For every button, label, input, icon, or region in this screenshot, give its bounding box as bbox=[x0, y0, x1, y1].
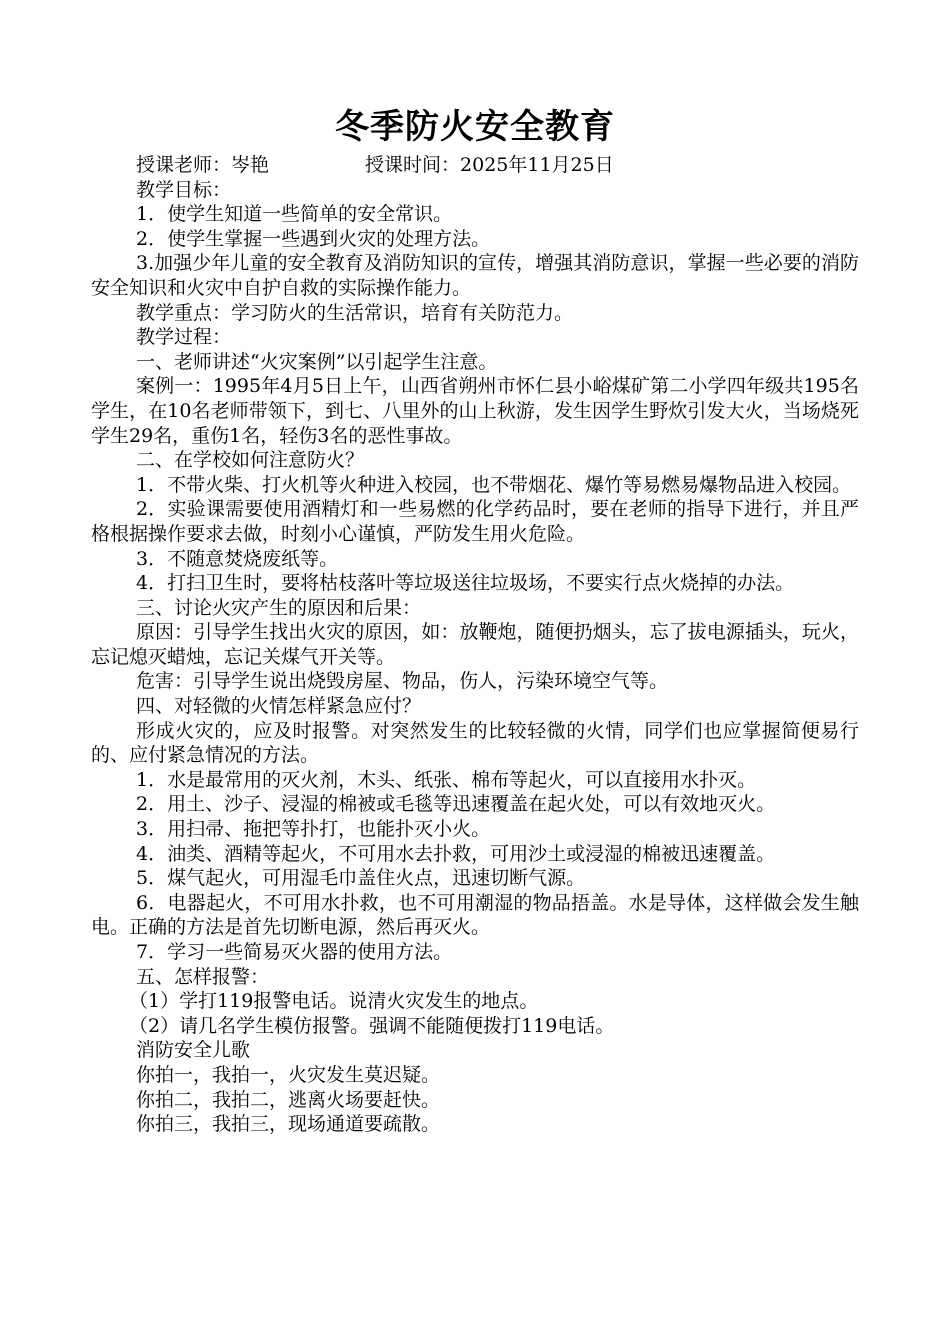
document-page bbox=[91, 103, 859, 1137]
rhyme-line-1: 你拍一，我拍一，火灾发生莫迟疑。 bbox=[136, 1063, 441, 1086]
method-1: 1．水是最常用的灭火剂，木头、纸张、棉布等起火，可以直接用水扑灭。 bbox=[136, 768, 757, 791]
causes-paragraph: 原因：引导学生找出火灾的原因，如：放鞭炮，随便扔烟头，忘了拔电源插头，玩火，忘记熄灭蜡烛，忘记关煤气开关等。 bbox=[91, 621, 859, 668]
part-two-heading: 二、在学校如何注意防火？ bbox=[136, 449, 365, 472]
alarm-step-2: （2）请几名学生模仿报警。强调不能随便拨打119电话。 bbox=[129, 1014, 615, 1037]
school-rule-4: 4．打扫卫生时，要将枯枝落叶等垃圾送往垃圾场，不要实行点火烧掉的办法。 bbox=[136, 572, 795, 595]
rhyme-title: 消防安全儿歌 bbox=[136, 1039, 251, 1062]
part-five-heading: 五、怎样报警： bbox=[136, 965, 270, 988]
case-one-paragraph: 案例一：1995年4月5日上午，山西省朔州市怀仁县小峪煤矿第二小学四年级共195名学生，在10名老师带领下，到七、八里外的山上秋游，发生因学生野炊引发大火，当场烧死学生29名，重伤1名，轻伤3名的恶性事故。 bbox=[91, 375, 859, 447]
alarm-step-1: （1）学打119报警电话。说清火灾发生的地点。 bbox=[129, 990, 539, 1013]
goal-item-3: 3.加强少年儿童的安全教育及消防知识的宣传，增强其消防意识，掌握一些必要的消防安全知识和火灾中自护自救的实际操作能力。 bbox=[91, 252, 859, 299]
section-heading-process: 教学过程： bbox=[136, 326, 232, 349]
part-one-heading: 一、老师讲述“火灾案例”以引起学生注意。 bbox=[136, 350, 498, 373]
rhyme-line-3: 你拍三，我拍三，现场通道要疏散。 bbox=[136, 1113, 441, 1136]
school-rule-1: 1．不带火柴、打火机等火种进入校园，也不带烟花、爆竹等易燃易爆物品进入校园。 bbox=[136, 473, 852, 496]
method-2: 2．用土、沙子、浸湿的棉被或毛毯等迅速覆盖在起火处，可以有效地灭火。 bbox=[136, 793, 776, 816]
harms-paragraph: 危害：引导学生说出烧毁房屋、物品，伤人，污染环境空气等。 bbox=[136, 670, 669, 693]
method-6: 6．电器起火，不可用水扑救，也不可用潮湿的物品捂盖。水是导体，这样做会发生触电。正确的方法是首先切断电源，然后再灭火。 bbox=[91, 891, 859, 939]
school-rule-3: 3．不随意焚烧废纸等。 bbox=[136, 547, 339, 570]
method-5: 5．煤气起火，可用湿毛巾盖住火点，迅速切断气源。 bbox=[136, 867, 586, 890]
lesson-time: 授课时间：2025年11月25日 bbox=[365, 154, 614, 176]
lesson-meta bbox=[91, 153, 859, 178]
part-four-heading: 四、对轻微的火情怎样紧急应付？ bbox=[136, 695, 422, 718]
method-4: 4．油类、酒精等起火，不可用水去扑救，可用沙土或浸湿的棉被迅速覆盖。 bbox=[136, 842, 776, 865]
school-rule-2: 2．实验课需要使用酒精灯和一些易燃的化学药品时，要在老师的指导下进行，并且严格根据操作要求去做，时刻小心谨慎，严防发生用火危险。 bbox=[91, 498, 859, 545]
method-3: 3．用扫帚、拖把等扑打，也能扑灭小火。 bbox=[136, 818, 491, 841]
section-heading-goals: 教学目标： bbox=[136, 178, 232, 201]
goal-item-1: 1．使学生知道一些简单的安全常识。 bbox=[136, 203, 453, 226]
rhyme-line-2: 你拍二，我拍二，逃离火场要赶快。 bbox=[136, 1088, 441, 1111]
goal-item-2: 2．使学生掌握一些遇到火灾的处理方法。 bbox=[136, 227, 491, 250]
teacher-name: 授课老师：岑艳 bbox=[136, 154, 270, 176]
key-point: 教学重点：学习防火的生活常识，培育有关防范力。 bbox=[136, 301, 574, 324]
emergency-intro: 形成火灾的，应及时报警。对突然发生的比较轻微的火情，同学们也应掌握简便易行的、应付紧急情况的方法。 bbox=[91, 719, 859, 767]
part-three-heading: 三、讨论火灾产生的原因和后果： bbox=[136, 596, 422, 619]
document-title: 冬季防火安全教育 bbox=[335, 107, 615, 147]
method-7: 7．学习一些简易灭火器的使用方法。 bbox=[136, 941, 453, 963]
